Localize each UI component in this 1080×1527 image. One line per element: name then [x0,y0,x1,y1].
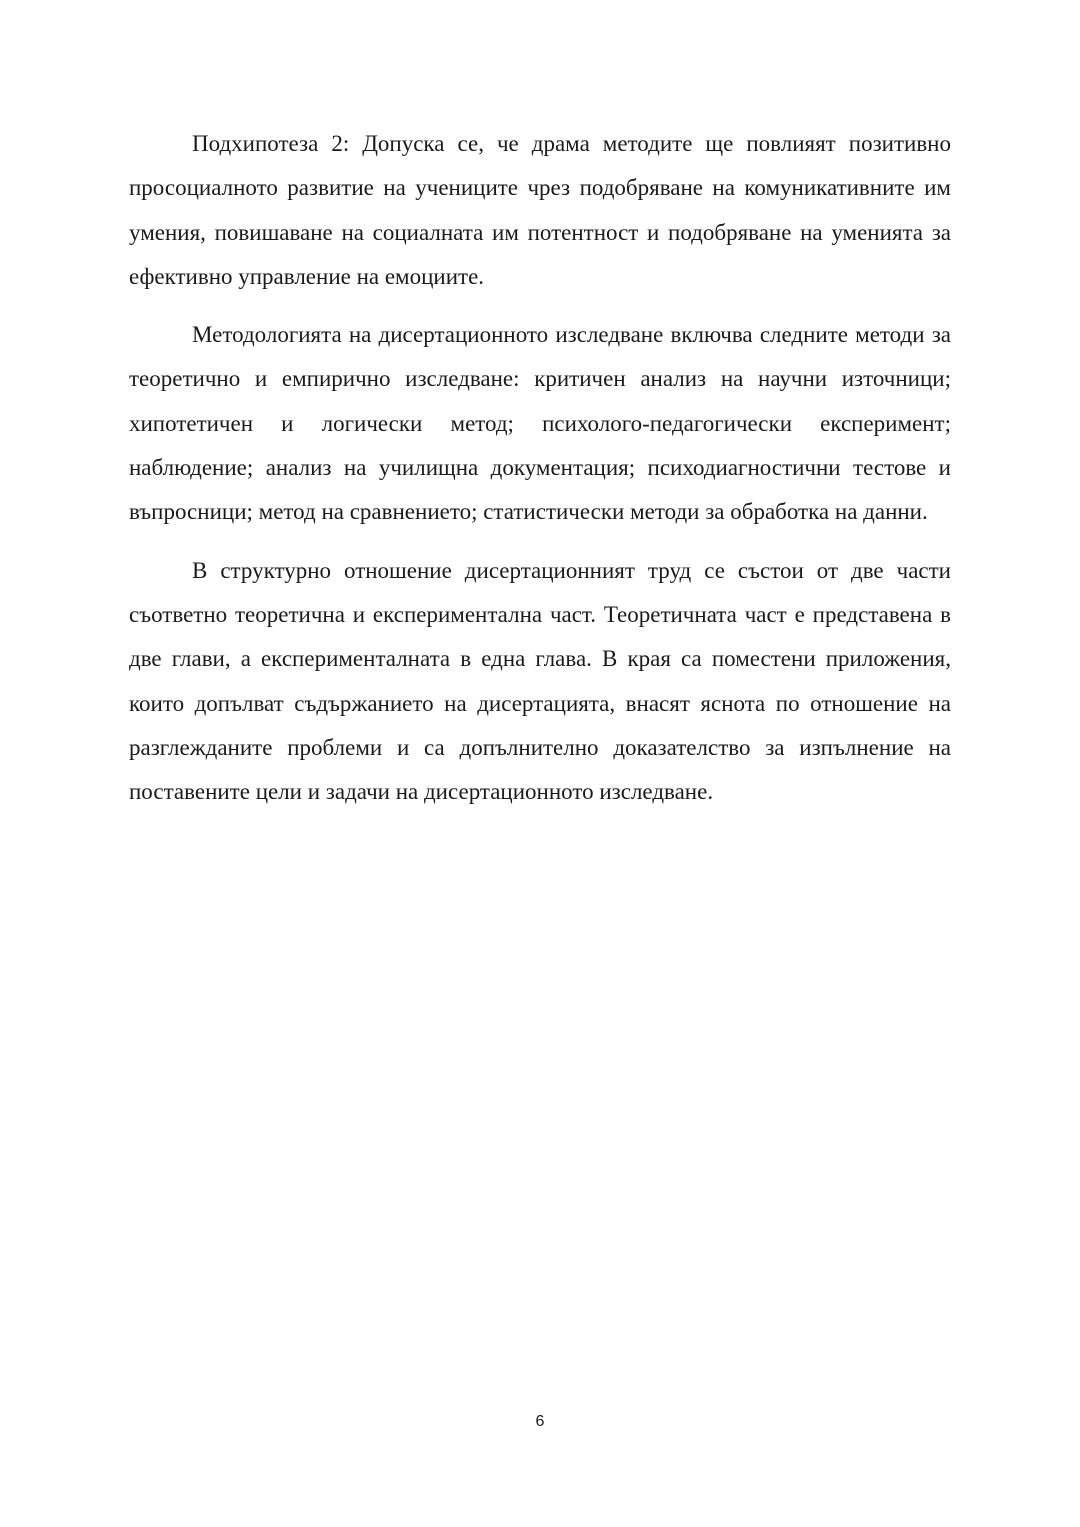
page-number: 6 [535,1413,545,1430]
body-text [129,122,951,828]
paragraph-subhypothesis: Подхипотеза 2: Допуска се, че драма методите ще повлияят позитивно просоциалното развитие на учениците чрез подобряване на комуникативните им умения, повишаване на социалната им потентност и подобряване на уменията за ефективно управление на емоциите. [129,131,951,289]
paragraph-methodology: Методологията на дисертационното изследване включва следните методи за теоретично и емпирично изследване: критичен анализ на научни източници; хипотетичен и логически метод; психолого-педагогически експеримент; наблюдение; анализ на училищна документация; психодиагностични тестове и въпросници; метод на сравнението; статистически методи за обработка на данни. [129,322,951,525]
paragraph-structure: В структурно отношение дисертационният труд се състои от две части съответно теоретична и експериментална част. Теоретичната част е представена в две глави, а експерименталната в една глава. В края са поместени приложения, които допълват съдържанието на дисертацията, внасят яснота по отношение на разглежданите проблеми и са допълнително доказателство за изпълнение на поставените цели и задачи на дисертационното изследване. [129,557,951,805]
